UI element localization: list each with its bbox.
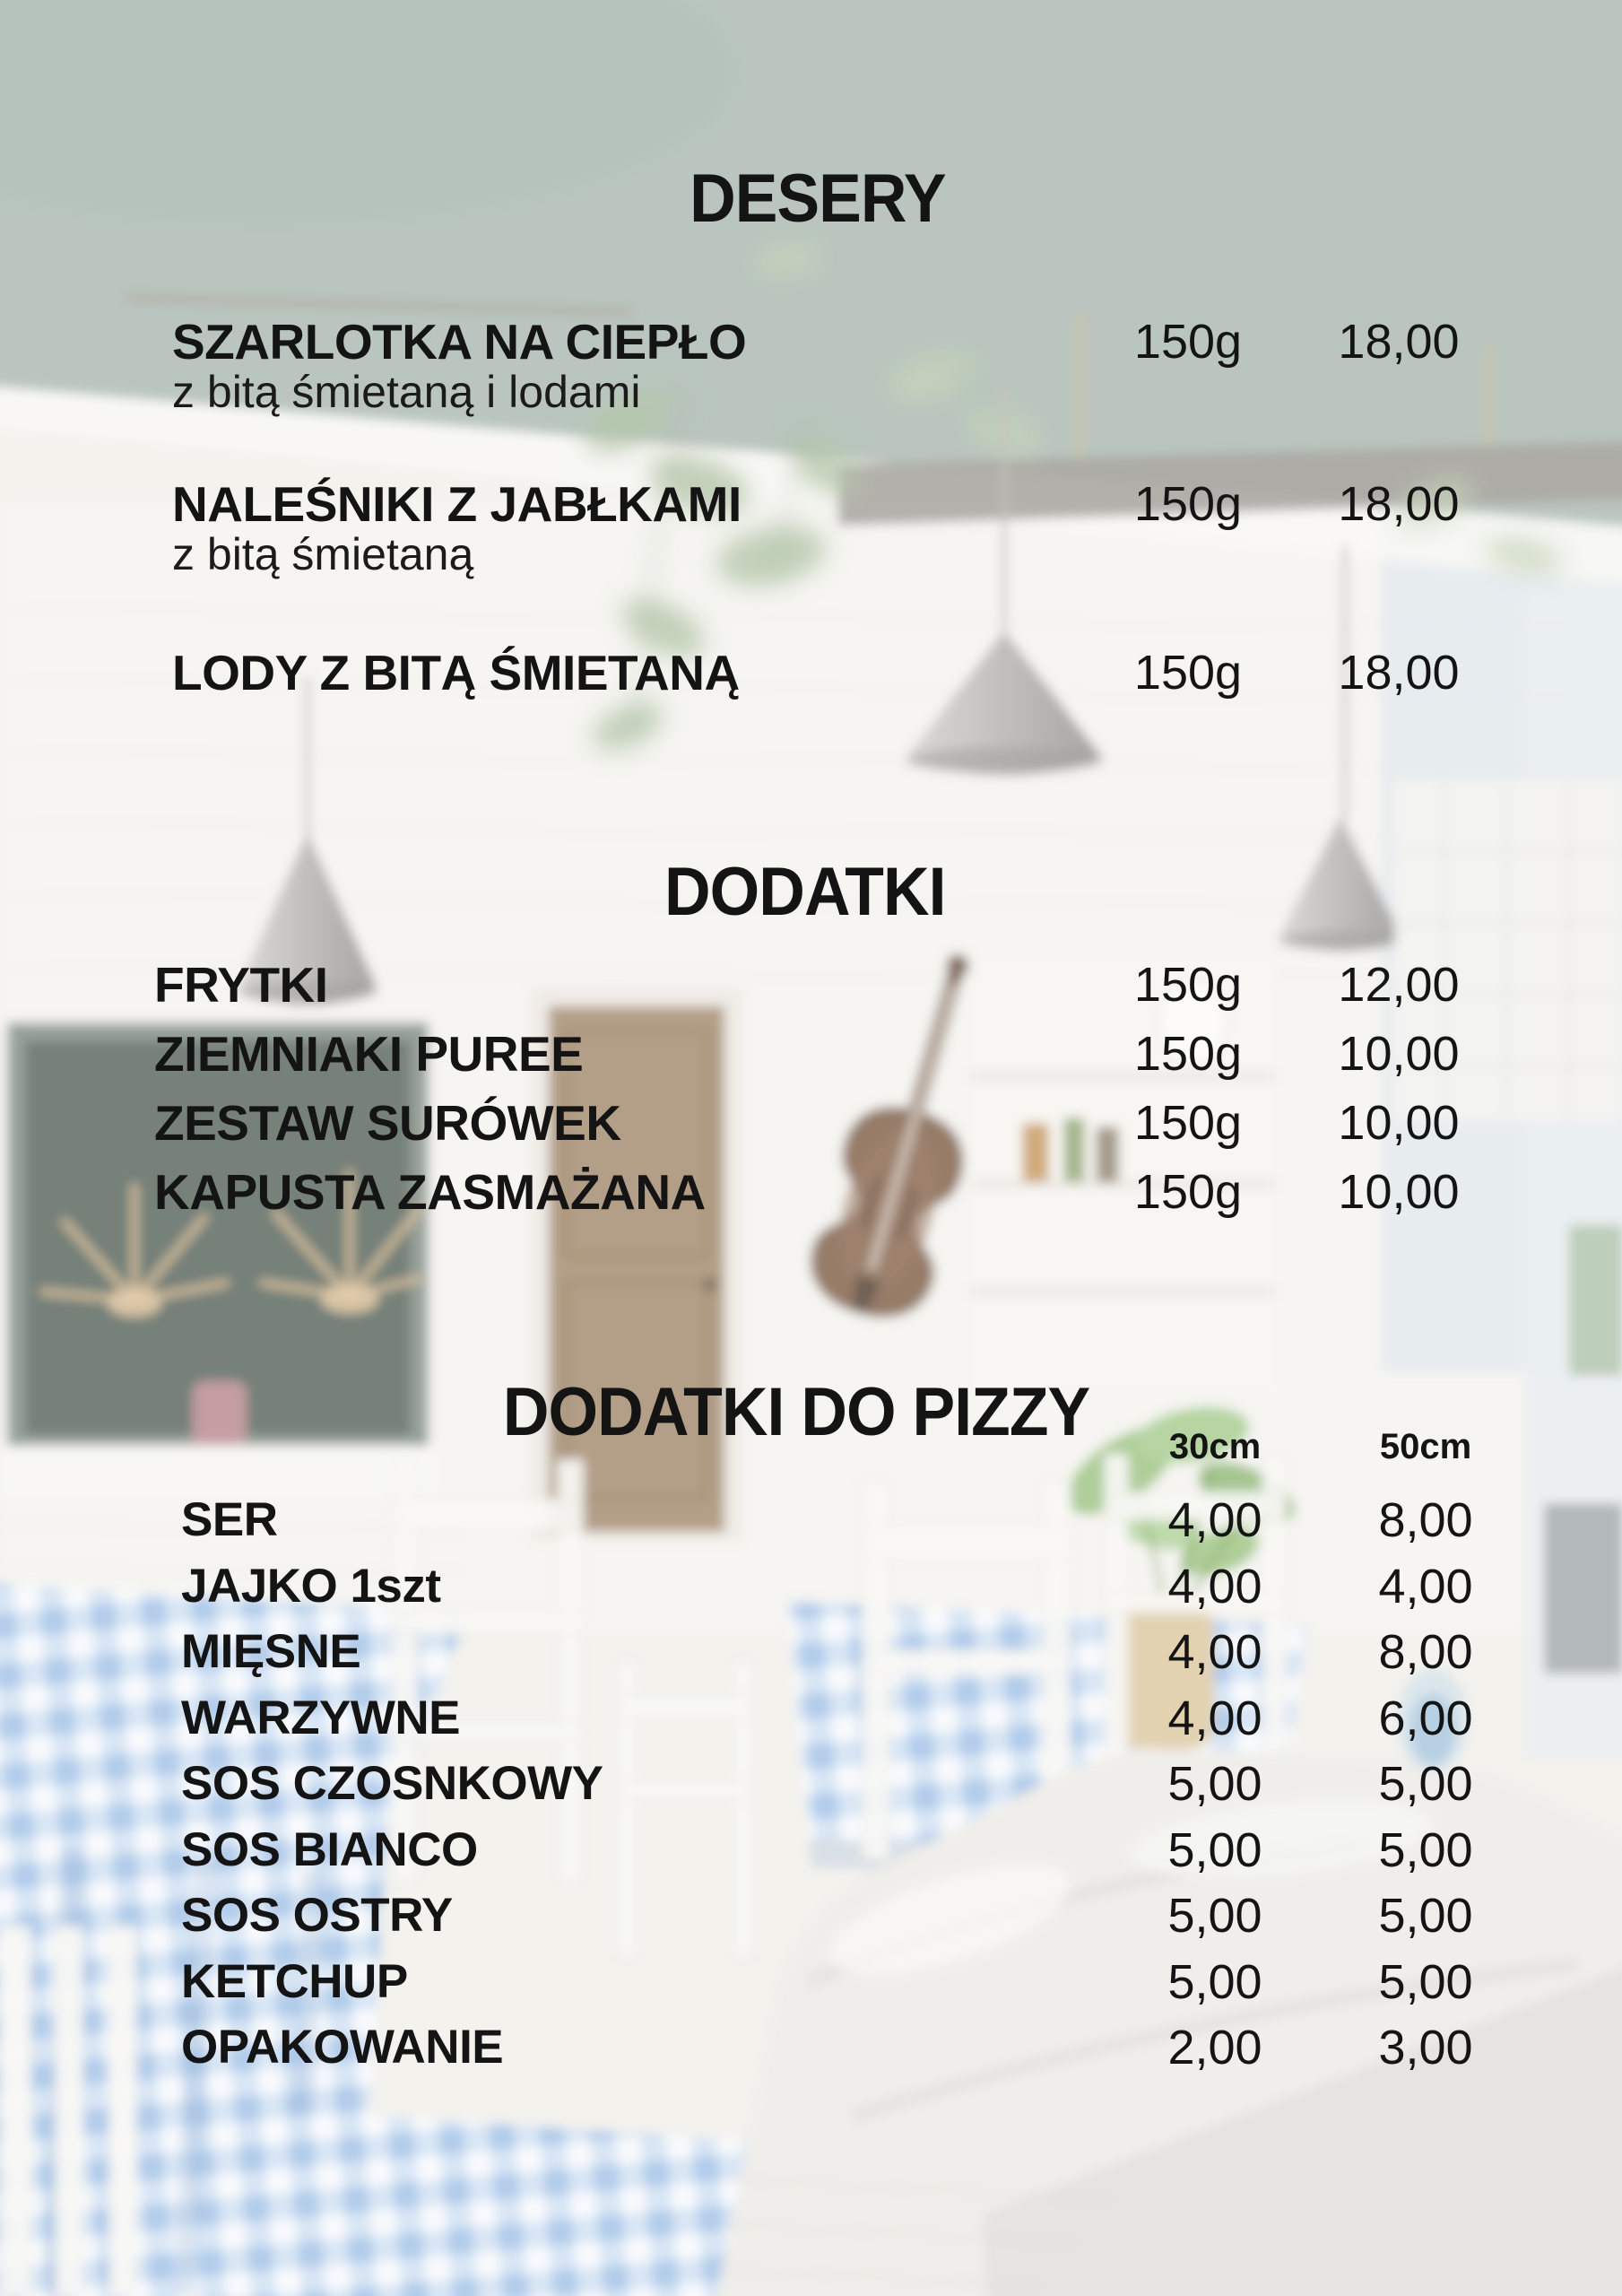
item-price-30cm: 4,00: [1167, 1560, 1262, 1613]
item-price-30cm: 4,00: [1167, 1692, 1262, 1745]
item-price: 10,00: [1338, 1027, 1460, 1081]
item-name: OPAKOWANIE: [181, 2021, 504, 2074]
item-name: WARZYWNE: [181, 1692, 461, 1744]
item-name: MIĘSNE: [181, 1625, 361, 1678]
item-price-30cm: 4,00: [1167, 1493, 1262, 1547]
item-price-50cm: 5,00: [1378, 1889, 1473, 1943]
item-name: KAPUSTA ZASMAŻANA: [154, 1164, 706, 1220]
item-description: z bitą śmietaną: [172, 529, 474, 579]
item-price-50cm: 5,00: [1378, 1757, 1473, 1811]
item-price-30cm: 4,00: [1167, 1625, 1262, 1679]
item-price-50cm: 6,00: [1378, 1692, 1473, 1745]
section-title-text: DODATKI: [664, 854, 946, 930]
column-header-50cm: 50cm: [1379, 1427, 1472, 1466]
item-price-30cm: 5,00: [1167, 1823, 1262, 1877]
item-name: FRYTKI: [154, 957, 328, 1013]
item-price-50cm: 4,00: [1378, 1560, 1473, 1613]
column-header-30cm: 30cm: [1168, 1427, 1262, 1466]
item-name: SOS CZOSNKOWY: [181, 1757, 603, 1810]
section-title-text: DESERY: [689, 161, 946, 237]
item-price-50cm: 3,00: [1378, 2021, 1473, 2074]
item-name: SER: [181, 1493, 278, 1546]
item-price-30cm: 2,00: [1167, 2021, 1262, 2074]
section-title-text: DODATKI DO PIZZY: [503, 1374, 1090, 1450]
item-weight: 150g: [1133, 315, 1243, 369]
item-name: KETCHUP: [181, 1955, 408, 2008]
item-name: NALEŚNIKI Z JABŁKAMI: [172, 476, 742, 532]
item-weight: 150g: [1133, 1165, 1243, 1219]
item-name: ZIEMNIAKI PUREE: [154, 1026, 584, 1082]
section-title-desery: [0, 161, 1622, 237]
item-description: z bitą śmietaną i lodami: [172, 367, 641, 417]
item-price: 18,00: [1338, 646, 1460, 700]
item-price: 12,00: [1338, 958, 1460, 1012]
item-price-30cm: 5,00: [1167, 1757, 1262, 1811]
item-price: 10,00: [1338, 1096, 1460, 1150]
section-title-dodatki: [0, 854, 1622, 930]
item-weight: 150g: [1133, 477, 1243, 531]
item-name: LODY Z BITĄ ŚMIETANĄ: [172, 645, 740, 700]
item-name: ZESTAW SURÓWEK: [154, 1095, 621, 1151]
item-name: JAJKO 1szt: [181, 1560, 441, 1613]
item-price-50cm: 8,00: [1378, 1493, 1473, 1547]
item-price-30cm: 5,00: [1167, 1955, 1262, 2009]
item-weight: 150g: [1133, 958, 1243, 1012]
item-name: SOS BIANCO: [181, 1823, 478, 1876]
item-price: 18,00: [1338, 477, 1460, 531]
item-price-50cm: 5,00: [1378, 1955, 1473, 2009]
item-price-50cm: 5,00: [1378, 1823, 1473, 1877]
item-weight: 150g: [1133, 1027, 1243, 1081]
item-price: 18,00: [1338, 315, 1460, 369]
item-weight: 150g: [1133, 1096, 1243, 1150]
item-price: 10,00: [1338, 1165, 1460, 1219]
item-name: SZARLOTKA NA CIEPŁO: [172, 314, 747, 370]
item-price-50cm: 8,00: [1378, 1625, 1473, 1679]
item-name: SOS OSTRY: [181, 1889, 453, 1942]
item-price-30cm: 5,00: [1167, 1889, 1262, 1943]
item-weight: 150g: [1133, 646, 1243, 700]
